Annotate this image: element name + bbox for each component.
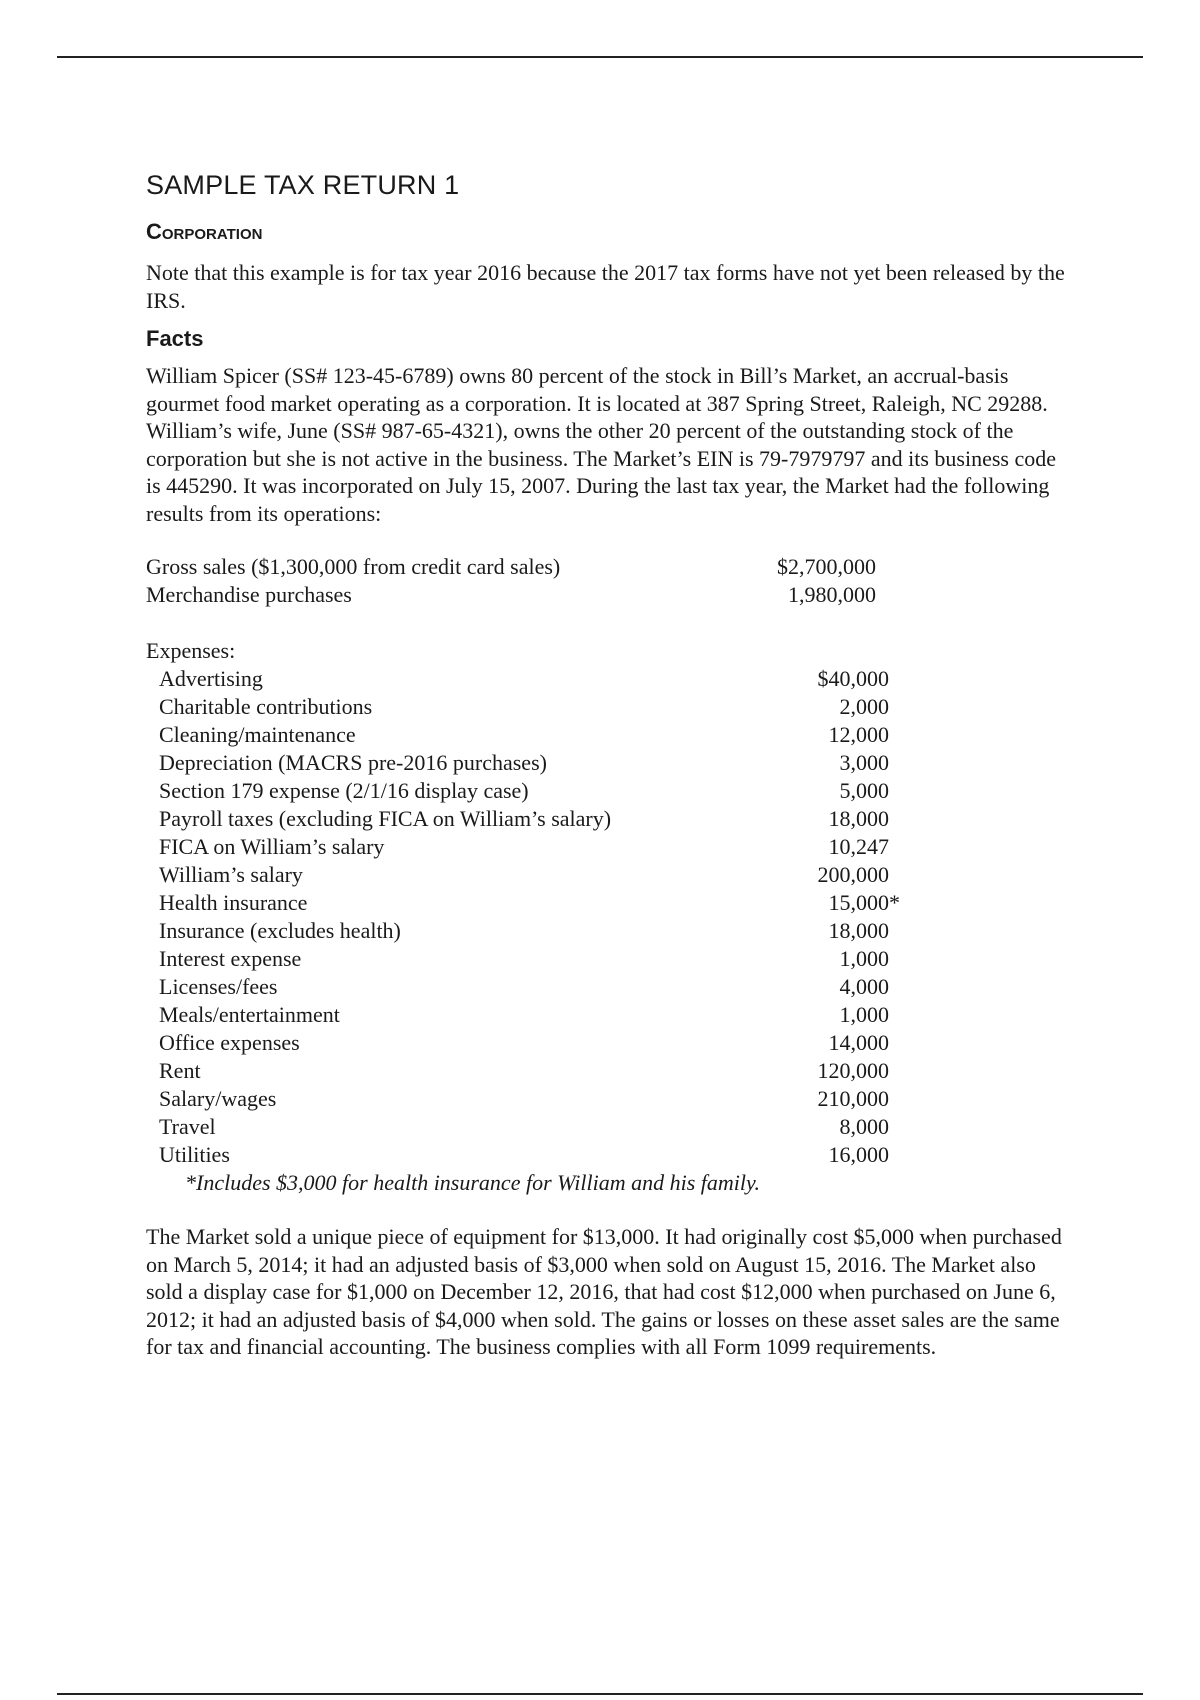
expense-rows bbox=[146, 665, 900, 1169]
expense-label: Cleaning/maintenance bbox=[159, 722, 356, 747]
expense-row bbox=[146, 833, 889, 861]
expense-row bbox=[146, 1113, 889, 1141]
expense-row bbox=[146, 1057, 889, 1085]
expense-amount bbox=[779, 861, 889, 889]
expense-label: Rent bbox=[159, 1058, 201, 1083]
income-label: Merchandise purchases bbox=[146, 582, 352, 607]
expense-row bbox=[146, 665, 889, 693]
expenses-heading-row bbox=[146, 637, 889, 665]
expense-amount bbox=[779, 917, 889, 945]
expense-row bbox=[146, 1029, 889, 1057]
expense-amount bbox=[779, 945, 889, 973]
expense-amount-value: 2,000 bbox=[839, 694, 889, 719]
expense-label: Salary/wages bbox=[159, 1086, 277, 1111]
facts-heading: Facts bbox=[146, 326, 204, 351]
expense-amount-value: 200,000 bbox=[817, 862, 889, 887]
expense-amount-value: 14,000 bbox=[828, 1030, 889, 1055]
expense-amount-value: 18,000 bbox=[828, 806, 889, 831]
expense-row bbox=[146, 1085, 889, 1113]
income-table bbox=[146, 553, 876, 609]
document-body bbox=[146, 170, 1076, 1361]
expense-row bbox=[146, 973, 889, 1001]
expense-amount-value: 4,000 bbox=[839, 974, 889, 999]
income-amount: 1,980,000 bbox=[788, 582, 876, 607]
expense-row bbox=[146, 917, 889, 945]
expense-label: Payroll taxes (excluding FICA on William’s salary) bbox=[159, 806, 612, 831]
expense-amount bbox=[779, 749, 889, 777]
expense-row bbox=[146, 1001, 889, 1029]
expense-label: Licenses/fees bbox=[159, 974, 278, 999]
expense-row bbox=[146, 749, 889, 777]
expense-amount-value: 210,000 bbox=[817, 1086, 889, 1111]
expense-row bbox=[146, 721, 889, 749]
expense-row bbox=[146, 945, 889, 973]
expense-label: Section 179 expense (2/1/16 display case) bbox=[159, 778, 529, 803]
expense-row bbox=[146, 693, 889, 721]
section-subtitle: Corporation bbox=[146, 219, 263, 244]
expense-row bbox=[146, 861, 889, 889]
expense-amount bbox=[779, 1057, 889, 1085]
expense-amount-value: $40,000 bbox=[817, 666, 889, 691]
expense-amount bbox=[779, 1001, 889, 1029]
expense-label: Travel bbox=[159, 1114, 216, 1139]
expense-amount-value: 15,000 bbox=[828, 890, 889, 915]
expenses-table bbox=[146, 637, 900, 1169]
expense-amount-value: 3,000 bbox=[839, 750, 889, 775]
expense-amount-value: 8,000 bbox=[839, 1114, 889, 1139]
expense-amount bbox=[779, 1085, 889, 1113]
expense-label: Depreciation (MACRS pre-2016 purchases) bbox=[159, 750, 547, 775]
expense-amount bbox=[779, 805, 889, 833]
income-label: Gross sales ($1,300,000 from credit card sales) bbox=[146, 554, 561, 579]
expense-amount-value: 5,000 bbox=[839, 778, 889, 803]
expense-amount-value: 18,000 bbox=[828, 918, 889, 943]
expense-label: FICA on William’s salary bbox=[159, 834, 385, 859]
expense-amount bbox=[779, 1029, 889, 1057]
footnote: *Includes $3,000 for health insurance for William and his family. bbox=[185, 1170, 761, 1195]
expense-row bbox=[146, 889, 889, 917]
expense-label: Charitable contributions bbox=[159, 694, 373, 719]
income-amount: $2,700,000 bbox=[777, 554, 876, 579]
expense-amount bbox=[779, 1113, 889, 1141]
expense-row bbox=[146, 777, 889, 805]
expense-amount bbox=[779, 665, 889, 693]
expense-amount-value: 10,247 bbox=[828, 834, 889, 859]
expense-amount-value: 12,000 bbox=[828, 722, 889, 747]
expense-label: Advertising bbox=[159, 666, 263, 691]
expense-amount bbox=[779, 833, 889, 861]
expense-label: Health insurance bbox=[159, 890, 308, 915]
expenses-heading: Expenses: bbox=[146, 638, 236, 663]
expense-row bbox=[146, 805, 889, 833]
expense-label: Insurance (excludes health) bbox=[159, 918, 401, 943]
top-rule bbox=[57, 56, 1143, 58]
expense-label: Interest expense bbox=[159, 946, 302, 971]
note-paragraph: Note that this example is for tax year 2016 because the 2017 tax forms have not yet been released by the IRS. bbox=[146, 260, 1065, 313]
expense-row bbox=[146, 1141, 889, 1169]
expense-amount-value: 120,000 bbox=[817, 1058, 889, 1083]
expense-label: Utilities bbox=[159, 1142, 230, 1167]
expense-label: Meals/entertainment bbox=[159, 1002, 340, 1027]
expense-amount-value: 1,000 bbox=[839, 1002, 889, 1027]
facts-paragraph: William Spicer (SS# 123-45-6789) owns 80 percent of the stock in Bill’s Market, an accrual-basis gourmet food market operating as a corporation. It is located at 387 Spring Street, Raleigh, NC 29288. William’s wife, June (SS# 987-65-4321), owns the other 20 percent of the outstanding stock of the corporation but she is not active in the business. The Market’s EIN is 79-7979797 and its business code is 445290. It was incorporated on July 15, 2007. During the last tax year, the Market had the following results from its operations: bbox=[146, 363, 1057, 526]
expense-amount bbox=[779, 693, 889, 721]
expense-amount bbox=[779, 777, 889, 805]
expense-amount bbox=[779, 973, 889, 1001]
income-row bbox=[146, 581, 876, 609]
expense-label: Office expenses bbox=[159, 1030, 300, 1055]
bottom-rule bbox=[57, 1693, 1143, 1695]
expense-label: William’s salary bbox=[159, 862, 303, 887]
page-title: SAMPLE TAX RETURN 1 bbox=[146, 170, 460, 200]
expense-amount-value: 16,000 bbox=[828, 1142, 889, 1167]
expense-amount bbox=[779, 1141, 889, 1169]
expense-amount-value: 1,000 bbox=[839, 946, 889, 971]
expense-amount bbox=[779, 721, 889, 749]
closing-paragraph: The Market sold a unique piece of equipment for $13,000. It had originally cost $5,000 when purchased on March 5, 2014; it had an adjusted basis of $3,000 when sold on August 15, 2016. The Market also sold a display case for $1,000 on December 12, 2016, that had cost $12,000 when purchased on June 6, 2012; it had an adjusted basis of $4,000 when sold. The gains or losses on these asset sales are the same for tax and financial accounting. The business complies with all Form 1099 requirements. bbox=[146, 1224, 1062, 1359]
expense-amount: 15,000* bbox=[828, 890, 900, 915]
income-row bbox=[146, 553, 876, 581]
